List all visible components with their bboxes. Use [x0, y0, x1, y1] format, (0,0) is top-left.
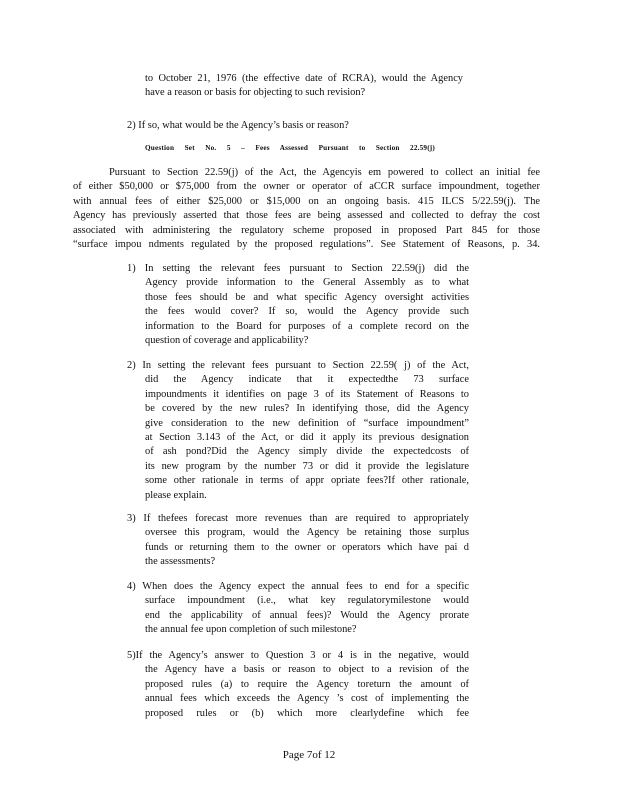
- paragraph-line: with annual fees of either $25,000 or $15,000 on an ongoing basis. 415 ILCS 5/22.59(j). The: [73, 195, 540, 207]
- intro-question-2: 2) If so, what would be the Agency’s basis or reason?: [127, 120, 349, 131]
- intro-line: have a reason or basis for objecting to such revision?: [145, 87, 366, 99]
- section-heading: Question Set No. 5 – Fees Assessed Pursuant to Section 22.59(j): [145, 144, 435, 152]
- paragraph-line: associated with administering the regulatory scheme proposed in proposed Part 845 for those: [73, 224, 540, 236]
- question-3: 3) If thefees forecast more revenues than are required to appropriately oversee this program, would the Agency be retaining those surplus funds or returning them to the owner or operators which have pai d the assessments?: [127, 513, 469, 568]
- question-2: 2) In setting the relevant fees pursuant to Section 22.59( j) of the Act, did the Agency indicate that it expectedthe 73 surface impoundments it identifies on page 3 of its Statement of Reasons to be covered by the new rules? In identifying those, did the Agency give consideration to the new definition of “surface impoundment” at Section 3.143 of the Act, or did it apply its previous designation of ash pond?Did the Agency simply divide the expectedcosts of its new program by the number 73 or did it provide the legislature some other rationale in terms of appr opriate fees?If other rationale, please explain.: [127, 360, 469, 501]
- paragraph-line: Pursuant to Section 22.59(j) of the Act, the Agencyis em powered to collect an initial fee: [109, 167, 540, 178]
- intro-paragraph: [73, 166, 540, 252]
- question-1: 1) In setting the relevant fees pursuant to Section 22.59(j) did the Agency provide information to the General Assembly as to what those fees should be and what specific Agency oversight activities the fees would cover? If so, would the Agency provide such information to the Board for purposes of a complete record on the question of coverage and applicability?: [127, 263, 469, 347]
- intro-line: to October 21, 1976 (the effective date of RCRA), would the Agency: [145, 73, 463, 84]
- paragraph-line: Agency has previously asserted that those fees are being assessed and collected to defray the cost: [73, 210, 540, 222]
- paragraph-line: “surface impou ndments regulated by the proposed regulations”. See Statement of Reasons, p. 34.: [73, 239, 540, 251]
- intro-text: [145, 72, 463, 101]
- page-number: Page 7of 12: [282, 749, 336, 761]
- paragraph-line: of either $50,000 or $75,000 from the owner or operator of aCCR surface impoundment, together: [73, 181, 540, 193]
- question-4: 4) When does the Agency expect the annual fees to end for a specific surface impoundment (i.e., what key regulatorymilestone would end the applicability of annual fees)? Would the Agency prorate the annual fee upon completion of such milestone?: [127, 581, 469, 636]
- question-5: 5)If the Agency’s answer to Question 3 or 4 is in the negative, would the Agency have a basis or reason to object to a revision of the proposed rules (a) to require the Agency toreturn the amount of annual fees which exceeds the Agency ’s cost of implementing the proposed rules or (b) which more clearlydefine which fee: [127, 650, 469, 719]
